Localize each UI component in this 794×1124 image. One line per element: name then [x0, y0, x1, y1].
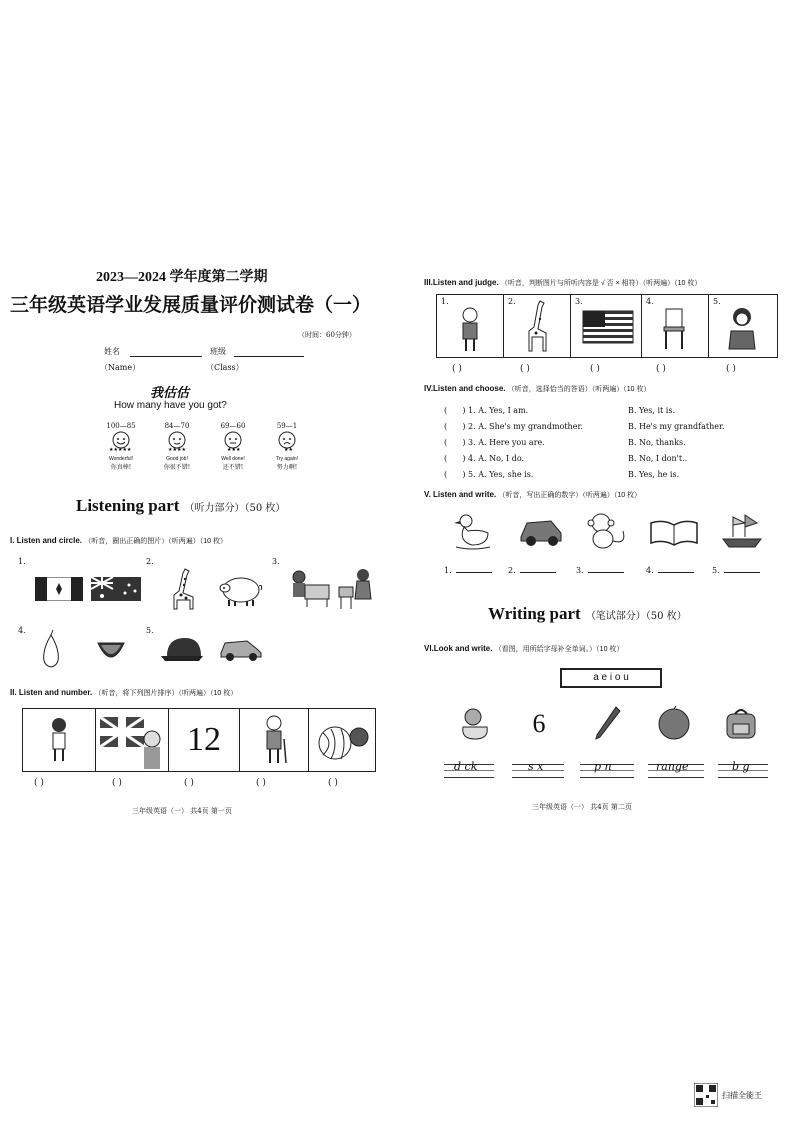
- score-cn: 努力啊!: [276, 464, 298, 471]
- pen-icon: [590, 704, 624, 744]
- choice-b[interactable]: B. No, thanks.: [628, 438, 686, 447]
- svg-text:★★★★★: ★★★★★: [109, 447, 132, 452]
- choice-b[interactable]: B. No, I don't..: [628, 454, 688, 463]
- svg-text:★★★: ★★★: [227, 447, 241, 452]
- section-2-picture-row: [22, 708, 376, 772]
- picture-cell[interactable]: [709, 295, 775, 357]
- picture-cell[interactable]: [96, 709, 169, 771]
- score-range: 84—70: [164, 422, 190, 430]
- picture-cell[interactable]: [504, 295, 571, 357]
- word-blank: s x: [528, 760, 544, 773]
- section-2-heading: [10, 688, 237, 698]
- watermark-text: 扫描全能王: [722, 1090, 762, 1100]
- score-item-4: [262, 422, 312, 471]
- item-number: 1.: [444, 566, 452, 575]
- pear-icon[interactable]: [34, 628, 68, 670]
- item-number: 3.: [272, 557, 280, 566]
- number-twelve: 12: [187, 721, 221, 758]
- schoolbag-icon: [720, 704, 762, 744]
- time-note: （时间：60分钟）: [298, 331, 356, 339]
- car-icon[interactable]: [216, 634, 264, 664]
- watermelon-icon: [309, 709, 375, 771]
- name-en: （Name）: [100, 363, 141, 372]
- item-number: 2.: [508, 297, 516, 306]
- listening-title: Listening part: [76, 496, 180, 515]
- item-number: 5.: [713, 297, 721, 306]
- score-item-1: [96, 422, 146, 471]
- writing-title: Writing part: [488, 604, 581, 623]
- answer-blank[interactable]: [658, 572, 694, 573]
- choice-a[interactable]: 3. A. Here you are.: [468, 438, 545, 447]
- score-cn: 你很不错!: [163, 464, 191, 471]
- section-2-title: II. Listen and number.: [10, 688, 93, 697]
- listening-heading: [76, 496, 285, 516]
- answer-bracket[interactable]: ( ): [656, 364, 666, 374]
- happy-face-icon: [107, 430, 135, 452]
- orange-icon: [654, 704, 694, 744]
- score-item-2: [152, 422, 202, 471]
- book-icon: [648, 516, 700, 548]
- item-number: 2.: [508, 566, 516, 575]
- answer-bracket[interactable]: ( ): [520, 364, 530, 374]
- picture-cell[interactable]: [23, 709, 96, 771]
- score-en: Well done!: [221, 456, 245, 462]
- answer-blank[interactable]: [724, 572, 760, 573]
- picture-cell[interactable]: [437, 295, 504, 357]
- choice-row: ( ) 4. A. No, I do.: [444, 454, 525, 463]
- section-6-title: VI.Look and write.: [424, 644, 493, 653]
- self-eval-cn: 我估估: [150, 385, 190, 400]
- page-footer: 三年级英语（一） 共4页 第一页: [132, 807, 232, 815]
- word-blank: p n: [594, 760, 612, 773]
- choice-b[interactable]: B. He's my grandfather.: [628, 422, 725, 431]
- score-cn: 还不错!: [222, 464, 244, 471]
- score-range: 100—85: [106, 422, 136, 430]
- choice-a[interactable]: 1. A. Yes, I am.: [468, 406, 529, 415]
- vowel-box: a e i o u: [560, 668, 662, 688]
- smile-face-icon: [163, 430, 191, 452]
- choice-b[interactable]: B. Yes, it is.: [628, 406, 675, 415]
- answer-blank[interactable]: [456, 572, 492, 573]
- grandfather-icon: [240, 709, 308, 771]
- writing-heading: [488, 604, 687, 624]
- name-label: 姓名: [104, 347, 120, 356]
- section-3-title: III.Listen and judge.: [424, 278, 499, 287]
- item-number: 3.: [576, 566, 584, 575]
- name-blank[interactable]: [130, 356, 202, 357]
- answer-bracket[interactable]: ( ): [112, 778, 122, 788]
- qr-code-icon: [694, 1083, 718, 1107]
- section-6-heading: [424, 644, 623, 654]
- picture-cell[interactable]: [240, 709, 309, 771]
- score-cn: 你真棒!: [110, 464, 132, 471]
- section-4-title: IV.Listen and choose.: [424, 384, 506, 393]
- score-range: 69—60: [220, 422, 246, 430]
- word-blank: d ck: [454, 760, 478, 773]
- cap-icon[interactable]: [158, 632, 206, 666]
- choice-row: ( ) 5. A. Yes, she is.: [444, 470, 534, 479]
- number-six: 6: [532, 709, 546, 738]
- listening-subtitle: （听力部分）（50 枚）: [184, 503, 286, 514]
- duck-icon: [450, 510, 494, 552]
- word-blank: b g: [732, 760, 750, 773]
- uk-flag-girl-icon: [96, 709, 168, 771]
- score-range: 59—1: [276, 422, 298, 430]
- score-en: Try again!: [275, 456, 299, 462]
- picture-cell[interactable]: [169, 709, 240, 771]
- section-2-note: （听音，将下列图片排序）（听两遍）（10 枚）: [94, 690, 238, 697]
- duck-toy-icon: [454, 704, 494, 744]
- canada-flag-icon[interactable]: [34, 576, 84, 602]
- toy-car-icon: [516, 514, 566, 550]
- class-en: （Class）: [206, 363, 244, 372]
- australia-flag-icon[interactable]: [90, 576, 142, 602]
- picture-cell[interactable]: [571, 295, 642, 357]
- year-title: 2023—2024 学年度第二学期: [96, 270, 268, 285]
- class-label: 班级: [210, 347, 226, 356]
- picture-cell[interactable]: [309, 709, 375, 771]
- item-number: 4.: [646, 297, 654, 306]
- item-number: 2.: [146, 557, 154, 566]
- section-6-note: （看图，用所给字母补全单词。）（10 枚）: [494, 646, 624, 653]
- answer-blank[interactable]: [520, 572, 556, 573]
- choice-row: ( ) 2. A. She's my grandmother.: [444, 422, 583, 431]
- svg-text:★★★★: ★★★★: [168, 447, 186, 452]
- item-number: 3.: [575, 297, 583, 306]
- boy-at-desk-icon[interactable]: [284, 566, 332, 610]
- item-number: 1.: [441, 297, 449, 306]
- answer-bracket[interactable]: ( ): [452, 364, 462, 374]
- section-1-title: I. Listen and circle.: [10, 536, 83, 545]
- monkey-icon: [582, 510, 630, 552]
- item-number: 4.: [646, 566, 654, 575]
- sad-face-icon: [273, 430, 301, 452]
- answer-bracket[interactable]: ( ): [726, 364, 736, 374]
- choice-row: ( ) 3. A. Here you are.: [444, 438, 545, 447]
- left-page: [0, 240, 400, 840]
- self-eval-en: How many have you got?: [114, 400, 227, 411]
- section-1-note: （听音，圈出正确的图片）（听两遍）（10 枚）: [84, 538, 227, 545]
- giraffe-icon[interactable]: [162, 566, 202, 612]
- section-5-heading: [424, 490, 641, 500]
- choice-a[interactable]: 5. A. Yes, she is.: [468, 470, 534, 479]
- picture-cell[interactable]: [642, 295, 709, 357]
- neutral-face-icon: [219, 430, 247, 452]
- answer-bracket[interactable]: ( ): [34, 778, 44, 788]
- pig-icon[interactable]: [216, 570, 264, 610]
- item-number: 4.: [18, 626, 26, 635]
- section-1-heading: [10, 536, 227, 546]
- item-number: 5.: [712, 566, 720, 575]
- choice-a[interactable]: 4. A. No, I do.: [468, 454, 525, 463]
- section-4-heading: [424, 384, 650, 394]
- answer-bracket[interactable]: ( ): [328, 778, 338, 788]
- answer-blank[interactable]: [588, 572, 624, 573]
- word-blank: range: [656, 760, 689, 773]
- section-3-note: （听音，判断图片与所听内容是 √ 否 × 相符）（听两遍）（10 枚）: [500, 280, 702, 287]
- answer-bracket[interactable]: ( ): [590, 364, 600, 374]
- svg-text:★★: ★★: [284, 447, 293, 452]
- girl-with-chair-icon[interactable]: [334, 566, 380, 612]
- choice-a[interactable]: 2. A. She's my grandmother.: [468, 422, 583, 431]
- class-blank[interactable]: [234, 356, 304, 357]
- scanner-watermark: [694, 1080, 784, 1110]
- right-page: [400, 240, 794, 840]
- watermelon-slice-icon[interactable]: [94, 638, 128, 664]
- main-title: 三年级英语学业发展质量评价测试卷（一）: [10, 295, 372, 316]
- girl-icon: [23, 709, 95, 771]
- answer-bracket[interactable]: ( ): [184, 778, 194, 788]
- answer-bracket[interactable]: ( ): [256, 778, 266, 788]
- item-number: 5.: [146, 626, 154, 635]
- choice-row: ( ) 1. A. Yes, I am.: [444, 406, 529, 415]
- writing-subtitle: （笔试部分）（50 枚）: [585, 611, 687, 622]
- page-footer: 三年级英语（一） 共4页 第二页: [532, 803, 632, 811]
- section-5-note: （听音，写出正确的数字）（听两遍）（10 枚）: [498, 492, 642, 499]
- ship-icon: [718, 510, 766, 552]
- section-3-picture-row: [436, 294, 778, 358]
- section-3-heading: [424, 278, 701, 288]
- choice-b[interactable]: B. Yes, he is.: [628, 470, 680, 479]
- item-number: 1.: [18, 557, 26, 566]
- score-en: Wonderful!: [108, 456, 134, 462]
- score-en: Good job!: [166, 456, 188, 462]
- score-item-3: [208, 422, 258, 471]
- section-4-note: （听音，选择恰当的答语）（听两遍）（10 枚）: [507, 386, 651, 393]
- section-5-title: V. Listen and write.: [424, 490, 497, 499]
